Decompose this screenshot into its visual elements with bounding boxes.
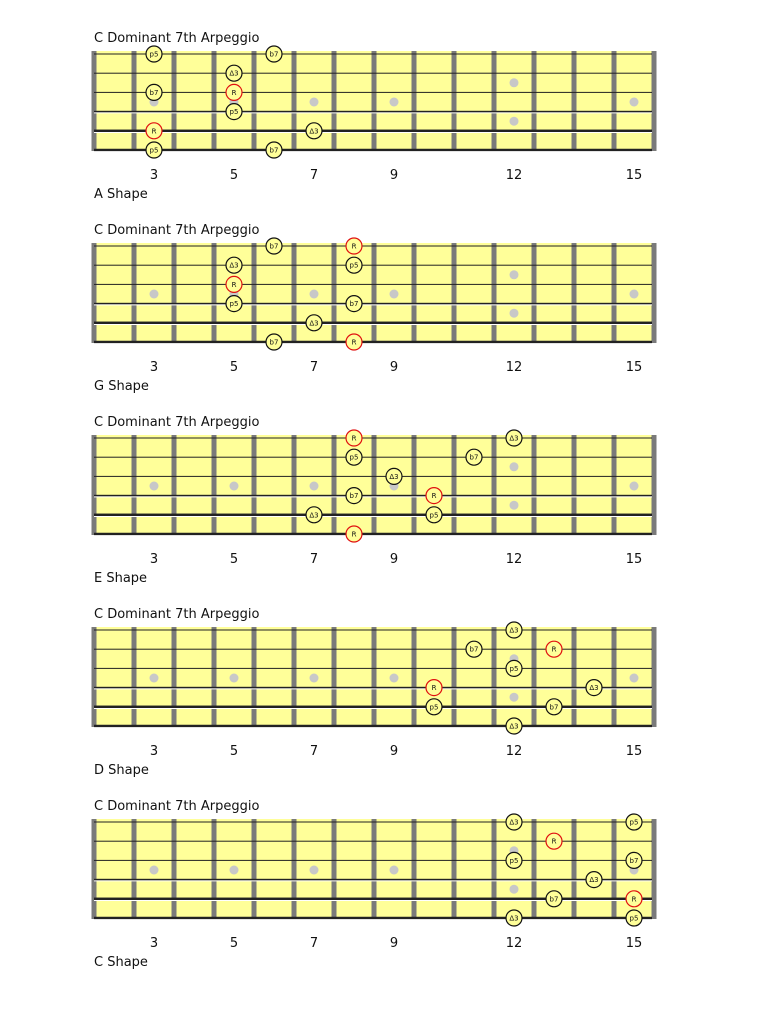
note-marker: [426, 699, 442, 715]
fret-wire: [92, 819, 97, 919]
fret-wire: [212, 435, 217, 535]
root-note-marker: [426, 488, 442, 504]
fret-wire: [252, 51, 257, 151]
root-note-marker: [346, 526, 362, 542]
note-marker: [506, 718, 522, 734]
note-label: R: [231, 280, 237, 289]
fret-wire: [132, 435, 137, 535]
fret-wire: [212, 51, 217, 151]
fret-number: 3: [149, 168, 159, 183]
note-label: p5: [149, 146, 159, 155]
fret-wire: [532, 627, 537, 727]
inlay-dot: [150, 674, 159, 683]
fret-wire: [532, 435, 537, 535]
fret-number: 15: [625, 936, 643, 951]
note-marker: [306, 123, 322, 139]
note-label: Δ3: [589, 684, 599, 693]
note-marker: [306, 507, 322, 523]
fret-wire: [572, 627, 577, 727]
fret-number: 5: [229, 360, 239, 375]
inlay-dot: [390, 290, 399, 299]
shape-label: D Shape: [94, 763, 149, 778]
fret-wire: [372, 51, 377, 151]
inlay-dot: [510, 117, 519, 126]
fret-wire: [612, 819, 617, 919]
note-label: Δ3: [509, 914, 519, 923]
note-label: Δ3: [309, 319, 319, 328]
guitar-string: [94, 822, 652, 823]
inlay-dot: [310, 674, 319, 683]
note-label: b7: [469, 453, 479, 462]
note-marker: [226, 104, 242, 120]
note-marker: [146, 84, 162, 100]
fret-wire: [652, 243, 657, 343]
note-marker: [506, 622, 522, 638]
guitar-string: [94, 111, 652, 113]
fret-wire: [212, 819, 217, 919]
guitar-string: [94, 860, 652, 861]
guitar-string: [94, 341, 652, 344]
note-marker: [346, 449, 362, 465]
note-label: p5: [429, 511, 439, 520]
fret-wire: [572, 51, 577, 151]
note-marker: [466, 449, 482, 465]
fret-number: 5: [229, 168, 239, 183]
note-label: p5: [149, 50, 159, 59]
fretboard: [0, 799, 768, 939]
note-label: p5: [349, 453, 359, 462]
guitar-string: [94, 687, 652, 689]
fret-wire: [172, 243, 177, 343]
inlay-dot: [510, 270, 519, 279]
fret-wire: [332, 435, 337, 535]
root-note-marker: [626, 891, 642, 907]
note-label: p5: [229, 300, 239, 309]
fret-wire: [252, 435, 257, 535]
guitar-string: [94, 54, 652, 55]
note-marker: [466, 641, 482, 657]
note-label: R: [351, 530, 357, 539]
shape-label: C Shape: [94, 955, 148, 970]
root-note-marker: [226, 276, 242, 292]
fret-number: 12: [505, 744, 523, 759]
fret-wire: [612, 435, 617, 535]
fret-wire: [332, 819, 337, 919]
note-marker: [386, 468, 402, 484]
note-marker: [306, 315, 322, 331]
fret-wire: [452, 627, 457, 727]
fret-wire: [372, 627, 377, 727]
fret-number: 7: [309, 360, 319, 375]
note-label: Δ3: [309, 127, 319, 136]
note-marker: [346, 296, 362, 312]
fret-number: 7: [309, 936, 319, 951]
fret-wire: [652, 51, 657, 151]
note-marker: [586, 680, 602, 696]
guitar-string: [94, 725, 652, 728]
note-label: Δ3: [229, 261, 239, 270]
note-label: p5: [509, 856, 519, 865]
fret-number: 3: [149, 936, 159, 951]
note-marker: [546, 891, 562, 907]
guitar-string: [94, 284, 652, 285]
note-label: R: [351, 338, 357, 347]
diagram-title: C Dominant 7th Arpeggio: [94, 607, 260, 622]
fret-number: 15: [625, 744, 643, 759]
note-marker: [426, 507, 442, 523]
guitar-string: [94, 514, 652, 517]
fret-wire: [132, 819, 137, 919]
fret-wire: [572, 435, 577, 535]
fret-wire: [532, 819, 537, 919]
fret-wire: [412, 243, 417, 343]
shape-label: A Shape: [94, 187, 148, 202]
fretboard: [0, 223, 768, 363]
note-marker: [506, 910, 522, 926]
note-label: Δ3: [229, 69, 239, 78]
fret-wire: [252, 243, 257, 343]
note-label: Δ3: [589, 876, 599, 885]
note-marker: [146, 142, 162, 158]
inlay-dot: [510, 309, 519, 318]
fret-wire: [252, 627, 257, 727]
fret-wire: [612, 627, 617, 727]
note-marker: [506, 660, 522, 676]
fret-wire: [612, 243, 617, 343]
inlay-dot: [310, 98, 319, 107]
fret-wire: [532, 243, 537, 343]
fret-wire: [412, 435, 417, 535]
fret-number: 5: [229, 552, 239, 567]
guitar-string: [94, 841, 652, 842]
note-marker: [346, 257, 362, 273]
fret-wire: [572, 243, 577, 343]
fret-wire: [412, 51, 417, 151]
inlay-dot: [510, 78, 519, 87]
note-label: R: [351, 434, 357, 443]
note-marker: [266, 142, 282, 158]
guitar-string: [94, 706, 652, 709]
note-label: Δ3: [509, 818, 519, 827]
fret-number: 12: [505, 360, 523, 375]
guitar-string: [94, 476, 652, 477]
root-note-marker: [226, 84, 242, 100]
note-marker: [586, 872, 602, 888]
fret-number: 15: [625, 168, 643, 183]
root-note-marker: [346, 238, 362, 254]
inlay-dot: [630, 290, 639, 299]
note-label: b7: [269, 50, 279, 59]
fret-number: 3: [149, 360, 159, 375]
note-label: b7: [549, 703, 559, 712]
fret-wire: [172, 627, 177, 727]
fret-number: 9: [389, 552, 399, 567]
fret-number: 9: [389, 168, 399, 183]
fret-wire: [212, 627, 217, 727]
guitar-string: [94, 246, 652, 247]
inlay-dot: [150, 482, 159, 491]
fret-wire: [452, 435, 457, 535]
note-marker: [146, 46, 162, 62]
note-marker: [506, 814, 522, 830]
fret-wire: [412, 627, 417, 727]
root-note-marker: [546, 833, 562, 849]
inlay-dot: [150, 290, 159, 299]
root-note-marker: [346, 334, 362, 350]
inlay-dot: [630, 98, 639, 107]
fretboard: [0, 31, 768, 171]
guitar-string: [94, 92, 652, 93]
guitar-string: [94, 73, 652, 74]
fret-wire: [492, 627, 497, 727]
shape-label: E Shape: [94, 571, 148, 586]
inlay-dot: [390, 98, 399, 107]
diagram-title: C Dominant 7th Arpeggio: [94, 223, 260, 238]
fret-wire: [492, 819, 497, 919]
fret-wire: [492, 243, 497, 343]
note-label: R: [351, 242, 357, 251]
inlay-dot: [390, 866, 399, 875]
fret-number: 5: [229, 936, 239, 951]
note-label: R: [431, 684, 437, 693]
note-label: Δ3: [509, 626, 519, 635]
fret-wire: [212, 243, 217, 343]
diagram-title: C Dominant 7th Arpeggio: [94, 415, 260, 430]
fret-wire: [372, 819, 377, 919]
inlay-dot: [510, 693, 519, 702]
note-label: R: [151, 127, 157, 136]
guitar-string: [94, 149, 652, 152]
note-label: b7: [269, 338, 279, 347]
fret-wire: [412, 819, 417, 919]
note-label: p5: [229, 108, 239, 117]
fret-wire: [132, 627, 137, 727]
inlay-dot: [510, 462, 519, 471]
inlay-dot: [230, 674, 239, 683]
fret-wire: [132, 51, 137, 151]
fret-wire: [92, 435, 97, 535]
guitar-string: [94, 303, 652, 305]
inlay-dot: [510, 885, 519, 894]
inlay-dot: [310, 866, 319, 875]
inlay-dot: [310, 290, 319, 299]
note-marker: [626, 910, 642, 926]
diagram-title: C Dominant 7th Arpeggio: [94, 799, 260, 814]
note-marker: [266, 238, 282, 254]
note-label: p5: [629, 818, 639, 827]
fretboard: [0, 607, 768, 747]
guitar-string: [94, 630, 652, 631]
fret-wire: [332, 51, 337, 151]
shape-label: G Shape: [94, 379, 149, 394]
fret-wire: [372, 435, 377, 535]
guitar-string: [94, 130, 652, 133]
inlay-dot: [230, 482, 239, 491]
guitar-string: [94, 438, 652, 439]
fret-number: 3: [149, 552, 159, 567]
note-label: Δ3: [309, 511, 319, 520]
note-marker: [506, 430, 522, 446]
root-note-marker: [426, 680, 442, 696]
fretboard: [0, 415, 768, 555]
note-marker: [626, 852, 642, 868]
root-note-marker: [146, 123, 162, 139]
fret-wire: [532, 51, 537, 151]
fret-wire: [292, 819, 297, 919]
fret-number: 15: [625, 552, 643, 567]
fretboard-diagram: [0, 223, 768, 403]
note-label: b7: [349, 492, 359, 501]
guitar-string: [94, 668, 652, 669]
fret-number: 9: [389, 744, 399, 759]
fret-wire: [652, 627, 657, 727]
inlay-dot: [230, 866, 239, 875]
note-marker: [226, 257, 242, 273]
fret-wire: [172, 435, 177, 535]
fret-wire: [132, 243, 137, 343]
fret-number: 9: [389, 936, 399, 951]
fret-wire: [292, 627, 297, 727]
note-label: b7: [469, 645, 479, 654]
note-marker: [226, 296, 242, 312]
fretboard-diagram: [0, 799, 768, 979]
fret-wire: [572, 819, 577, 919]
fretboard-diagram: [0, 415, 768, 595]
diagram-title: C Dominant 7th Arpeggio: [94, 31, 260, 46]
guitar-string: [94, 649, 652, 650]
fret-wire: [92, 51, 97, 151]
note-marker: [506, 852, 522, 868]
fret-wire: [92, 243, 97, 343]
fretboard-diagram: [0, 31, 768, 211]
inlay-dot: [510, 501, 519, 510]
fret-number: 9: [389, 360, 399, 375]
fret-wire: [492, 435, 497, 535]
note-marker: [626, 814, 642, 830]
note-label: R: [551, 837, 557, 846]
root-note-marker: [346, 430, 362, 446]
note-label: p5: [349, 261, 359, 270]
fret-number: 12: [505, 552, 523, 567]
fret-number: 12: [505, 936, 523, 951]
note-label: b7: [269, 146, 279, 155]
inlay-dot: [630, 674, 639, 683]
fret-number: 7: [309, 552, 319, 567]
note-label: p5: [629, 914, 639, 923]
guitar-string: [94, 898, 652, 901]
fret-wire: [172, 51, 177, 151]
note-label: R: [551, 645, 557, 654]
guitar-string: [94, 533, 652, 536]
note-label: p5: [509, 664, 519, 673]
fret-wire: [372, 243, 377, 343]
fret-wire: [172, 819, 177, 919]
fret-wire: [452, 51, 457, 151]
inlay-dot: [390, 674, 399, 683]
guitar-string: [94, 495, 652, 497]
note-label: Δ3: [509, 434, 519, 443]
note-label: Δ3: [389, 472, 399, 481]
fret-wire: [452, 243, 457, 343]
note-label: b7: [629, 856, 639, 865]
fret-wire: [652, 435, 657, 535]
fret-number: 12: [505, 168, 523, 183]
guitar-string: [94, 917, 652, 920]
note-label: b7: [269, 242, 279, 251]
guitar-string: [94, 265, 652, 266]
note-label: R: [231, 88, 237, 97]
guitar-string: [94, 457, 652, 458]
inlay-dot: [310, 482, 319, 491]
fret-wire: [492, 51, 497, 151]
fret-wire: [292, 51, 297, 151]
fret-number: 15: [625, 360, 643, 375]
inlay-dot: [150, 866, 159, 875]
guitar-string: [94, 879, 652, 881]
fret-wire: [652, 819, 657, 919]
fret-number: 7: [309, 744, 319, 759]
note-label: b7: [149, 88, 159, 97]
fret-wire: [292, 243, 297, 343]
fret-wire: [292, 435, 297, 535]
fret-number: 3: [149, 744, 159, 759]
note-marker: [266, 46, 282, 62]
fret-number: 7: [309, 168, 319, 183]
note-label: p5: [429, 703, 439, 712]
fret-wire: [452, 819, 457, 919]
guitar-string: [94, 322, 652, 325]
inlay-dot: [630, 482, 639, 491]
fret-wire: [252, 819, 257, 919]
fret-wire: [612, 51, 617, 151]
fret-number: 5: [229, 744, 239, 759]
note-label: b7: [549, 895, 559, 904]
fret-wire: [92, 627, 97, 727]
note-marker: [266, 334, 282, 350]
note-label: R: [631, 895, 637, 904]
note-marker: [346, 488, 362, 504]
fret-wire: [332, 243, 337, 343]
root-note-marker: [546, 641, 562, 657]
note-label: R: [431, 492, 437, 501]
note-marker: [226, 65, 242, 81]
note-label: Δ3: [509, 722, 519, 731]
note-label: b7: [349, 300, 359, 309]
note-marker: [546, 699, 562, 715]
fret-wire: [332, 627, 337, 727]
fretboard-diagram: [0, 607, 768, 787]
